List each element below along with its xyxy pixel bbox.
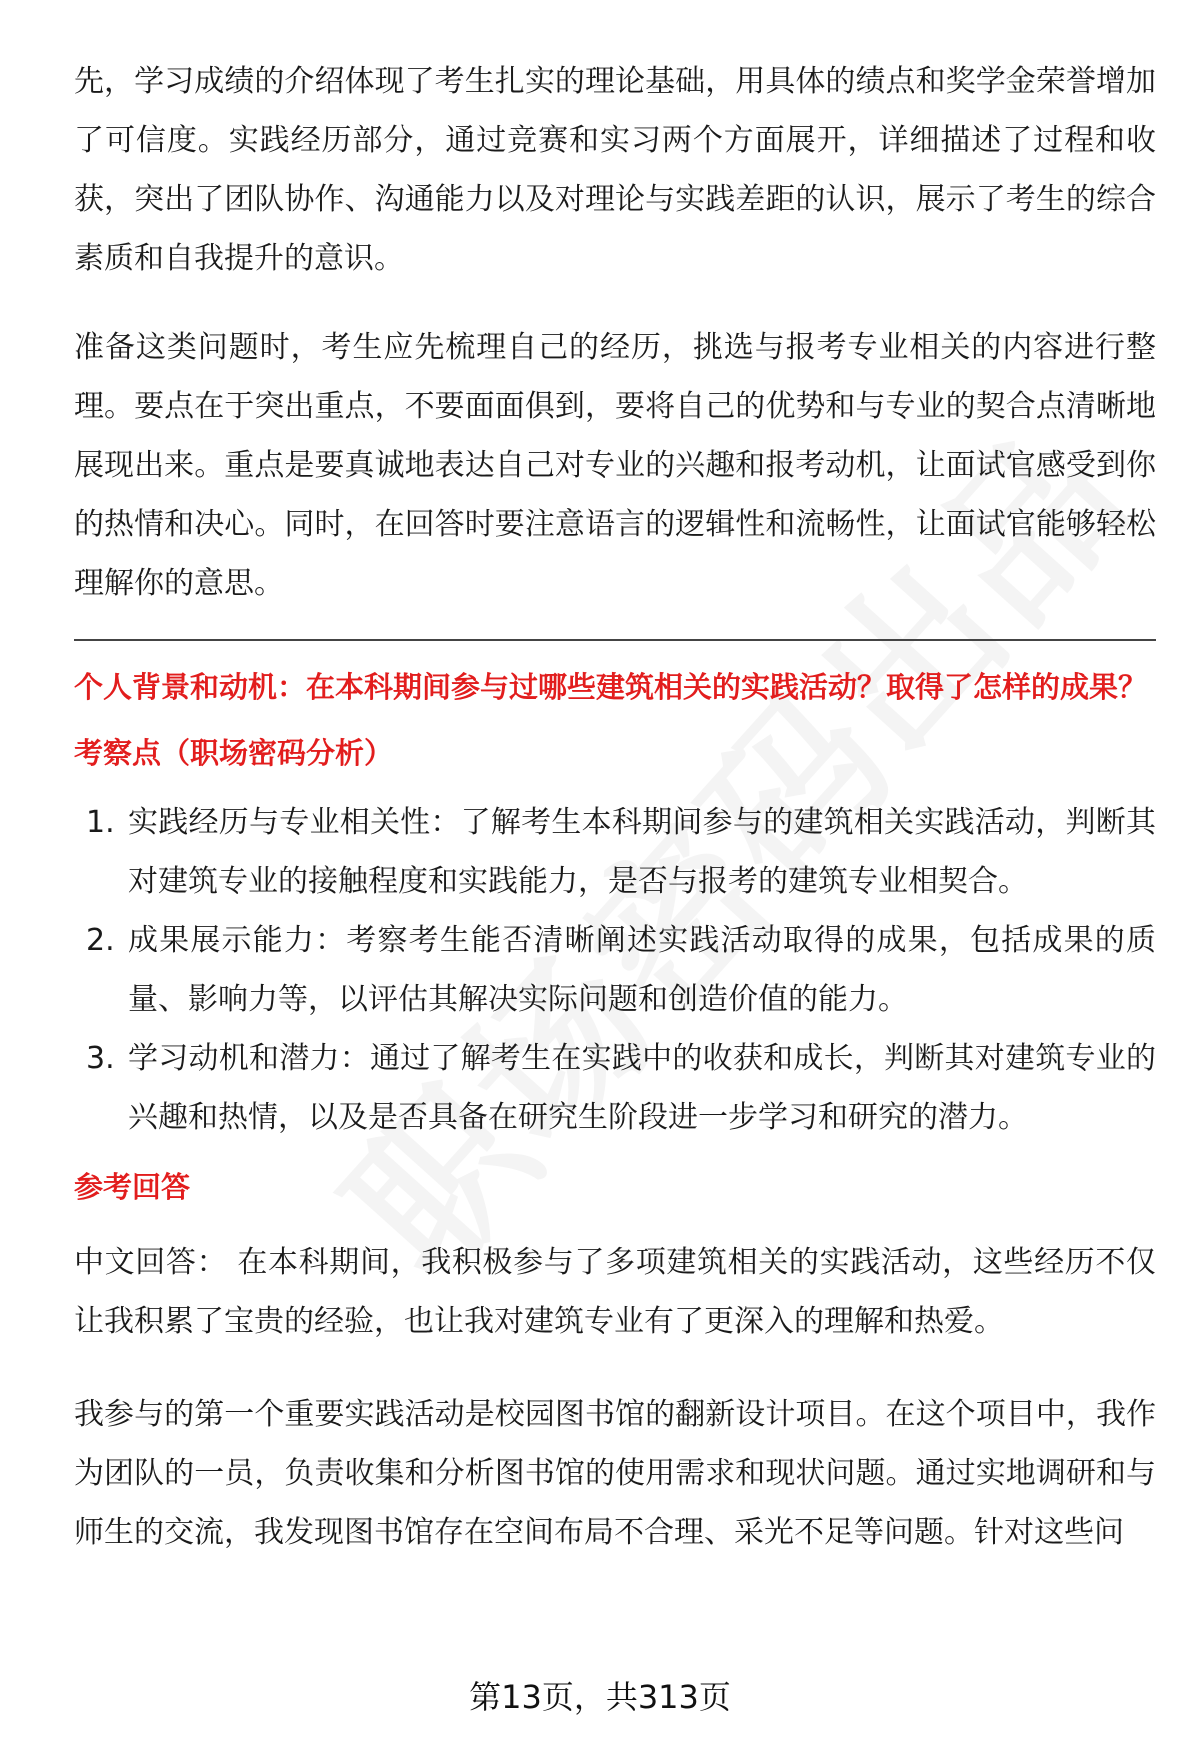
list-item-number: 1. bbox=[86, 805, 115, 840]
list-item-text: 实践经历与专业相关性：了解考生本科期间参与的建筑相关实践活动，判断其对建筑专业的接触程度和实践能力，是否与报考的建筑专业相契合。 bbox=[128, 805, 1156, 899]
list-item-text: 学习动机和潜力：通过了解考生在实践中的收获和成长，判断其对建筑专业的兴趣和热情，以及是否具备在研究生阶段进一步学习和研究的潜力。 bbox=[128, 1041, 1156, 1135]
intro-paragraph-1: 先，学习成绩的介绍体现了考生扎实的理论基础，用具体的绩点和奖学金荣誉增加了可信度。实践经历部分，通过竞赛和实习两个方面展开，详细描述了过程和收获，突出了团队协作、沟通能力以及对理论与实践差距的认识，展示了考生的综合素质和自我提升的意识。 bbox=[74, 64, 1156, 276]
list-item-number: 2. bbox=[86, 923, 115, 958]
answer-paragraph-2: 我参与的第一个重要实践活动是校园图书馆的翻新设计项目。在这个项目中，我作为团队的一员，负责收集和分析图书馆的使用需求和现状问题。通过实地调研和与师生的交流，我发现图书馆存在空间布局不合理、采光不足等问题。针对这些问 bbox=[74, 1397, 1156, 1550]
list-item bbox=[74, 793, 1156, 911]
list-item bbox=[74, 1029, 1156, 1147]
answer-paragraph-1: 中文回答： 在本科期间，我积极参与了多项建筑相关的实践活动，这些经历不仅让我积累了宝贵的经验，也让我对建筑专业有了更深入的理解和热爱。 bbox=[74, 1245, 1156, 1339]
evaluation-points-list bbox=[74, 793, 1156, 1147]
intro-paragraph-2: 准备这类问题时，考生应先梳理自己的经历，挑选与报考专业相关的内容进行整理。要点在于突出重点，不要面面俱到，要将自己的优势和与专业的契合点清晰地展现出来。重点是要真诚地表达自己对专业的兴趣和报考动机，让面试官感受到你的热情和决心。同时，在回答时要注意语言的逻辑性和流畅性，让面试官能够轻松理解你的意思。 bbox=[74, 330, 1156, 601]
list-item-number: 3. bbox=[86, 1041, 115, 1076]
list-item bbox=[74, 911, 1156, 1029]
question-heading: 个人背景和动机：在本科期间参与过哪些建筑相关的实践活动？取得了怎样的成果？ bbox=[74, 670, 1148, 704]
list-item-text: 成果展示能力：考察考生能否清晰阐述实践活动取得的成果，包括成果的质量、影响力等，以评估其解决实际问题和创造价值的能力。 bbox=[128, 923, 1156, 1017]
page-number-footer: 第13页，共313页 bbox=[469, 1678, 731, 1716]
document-page bbox=[74, 52, 1156, 1562]
reference-answer-heading: 参考回答 bbox=[74, 1170, 191, 1204]
kaochadian-heading: 考察点（职场密码分析） bbox=[74, 736, 394, 770]
section-divider bbox=[74, 639, 1156, 641]
